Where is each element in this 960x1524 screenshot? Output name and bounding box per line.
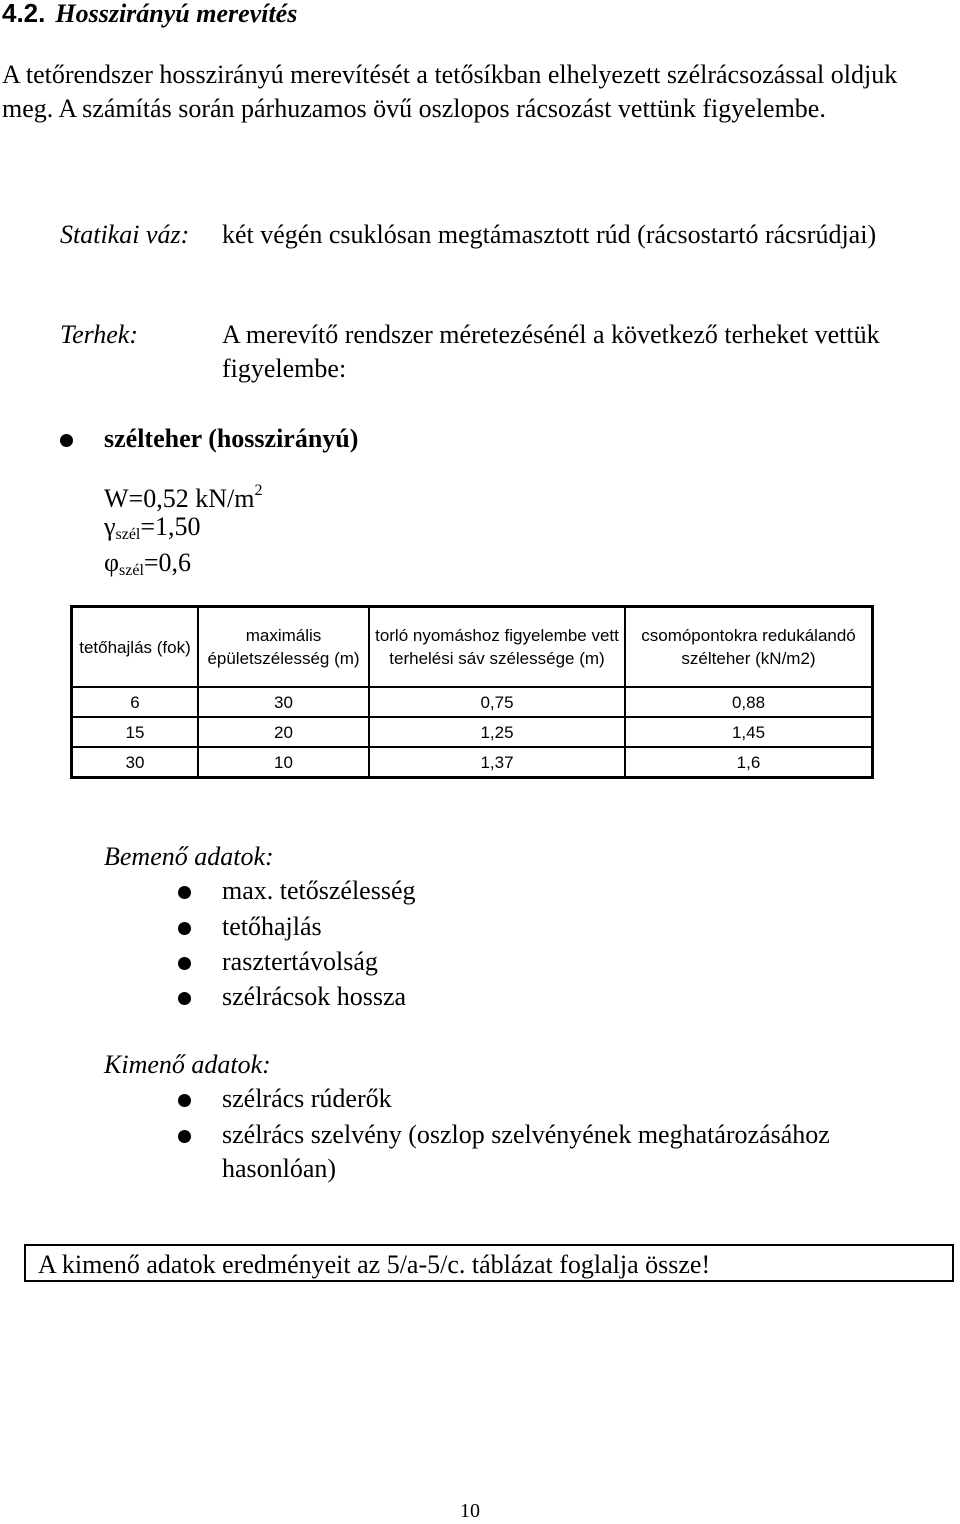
definition-label-loads: Terhek: — [60, 320, 138, 349]
table-header-row — [72, 607, 873, 688]
definition-value-structure: két végén csuklósan megtámasztott rúd (rácsostartó rácsrúdjai) — [222, 220, 877, 249]
bullet-icon — [178, 922, 191, 935]
gamma-subscript: szél — [115, 526, 141, 543]
output-item: szélrács rúderők — [222, 1084, 392, 1113]
section-title: Hosszirányú merevítés — [55, 0, 298, 28]
outputs-title: Kimenő adatok: — [104, 1050, 271, 1079]
table-header-cell: csomópontokra redukálandó szélteher (kN/m2) — [625, 607, 873, 688]
bullet-icon — [60, 434, 73, 447]
intro-paragraph: A tetőrendszer hosszirányú merevítését a tetősíkban elhelyezett szélrácsozással oldjuk meg. A számítás során párhuzamos övű oszlopos rácsozást vettünk figyelembe. — [2, 60, 898, 123]
gamma-symbol: γ — [104, 512, 116, 541]
table-cell: 1,45 — [625, 717, 873, 747]
formula-w-rhs: =0,52 kN/m — [128, 484, 255, 513]
table-cell: 30 — [72, 747, 199, 778]
phi-symbol: φ — [104, 548, 120, 577]
table-header-cell: torló nyomáshoz figyelembe vett terhelési sáv szélessége (m) — [369, 607, 625, 688]
section-number: 4.2. — [2, 0, 46, 28]
table-cell: 0,88 — [625, 687, 873, 717]
wind-load-table — [70, 605, 874, 779]
table-cell: 0,75 — [369, 687, 625, 717]
table-row — [72, 687, 873, 717]
bullet-icon — [178, 992, 191, 1005]
inputs-title: Bemenő adatok: — [104, 842, 274, 871]
table-cell: 6 — [72, 687, 199, 717]
input-item: rasztertávolság — [222, 947, 378, 976]
load-title: szélteher (hosszirányú) — [104, 424, 359, 453]
input-item: max. tetőszélesség — [222, 876, 416, 905]
bullet-icon — [178, 1094, 191, 1107]
bullet-icon — [178, 1130, 191, 1143]
table-cell: 20 — [198, 717, 369, 747]
section-heading — [2, 0, 297, 29]
table-cell: 30 — [198, 687, 369, 717]
table-row — [72, 717, 873, 747]
output-item: szélrács szelvény (oszlop szelvényének meghatározásához hasonlóan) — [222, 1120, 830, 1183]
formula-w-exponent: 2 — [254, 482, 263, 499]
bullet-icon — [178, 886, 191, 899]
gamma-value: =1,50 — [140, 512, 201, 541]
definition-value-loads: A merevítő rendszer méretezésénél a következő terheket vettük figyelembe: — [222, 320, 880, 383]
table-header-cell: maximális épületszélesség (m) — [198, 607, 369, 688]
table-row — [72, 747, 873, 778]
page-number: 10 — [460, 1500, 480, 1522]
input-item: szélrácsok hossza — [222, 982, 407, 1011]
table-cell: 1,6 — [625, 747, 873, 778]
table-cell: 1,25 — [369, 717, 625, 747]
table-header-cell: tetőhajlás (fok) — [72, 607, 199, 688]
bullet-icon — [178, 957, 191, 970]
phi-subscript: szél — [119, 562, 144, 579]
table-cell: 10 — [198, 747, 369, 778]
table-cell: 1,37 — [369, 747, 625, 778]
table-cell: 15 — [72, 717, 199, 747]
formula-w-lhs: W — [104, 484, 129, 513]
phi-value: =0,6 — [143, 548, 192, 577]
input-item: tetőhajlás — [222, 912, 322, 941]
definition-label-structure: Statikai váz: — [60, 220, 190, 249]
summary-box: A kimenő adatok eredményeit az 5/a-5/c. táblázat foglalja össze! — [24, 1244, 954, 1282]
formula-phi — [104, 546, 191, 588]
